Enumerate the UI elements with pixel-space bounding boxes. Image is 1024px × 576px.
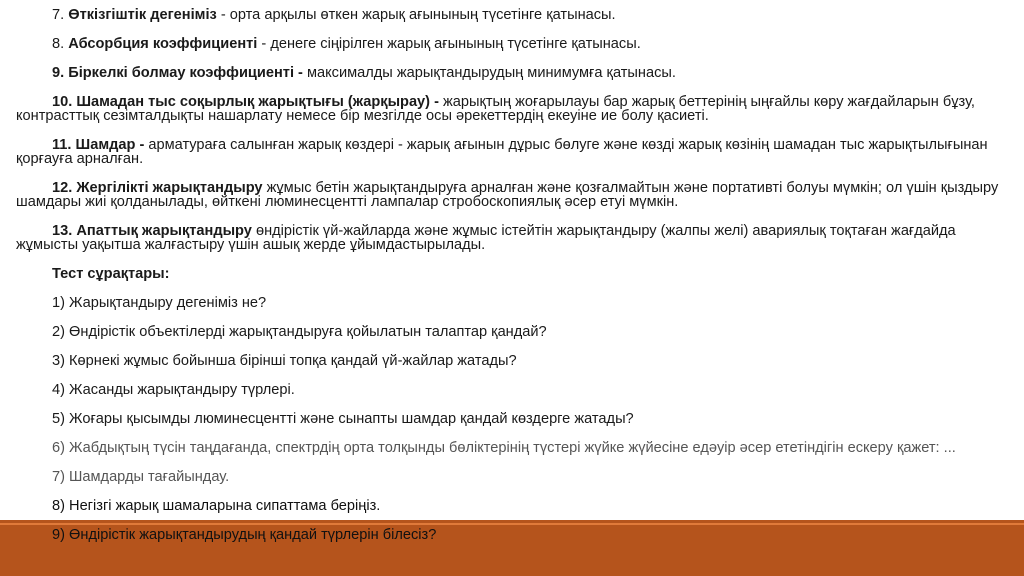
definition-term: Абсорбция коэффициенті (68, 36, 258, 52)
question-8: 8) Негізгі жарық шамаларына сипаттама беріңіз. (52, 498, 381, 514)
definition-term: 12. Жергілікті жарықтандыру (52, 180, 263, 196)
question-4: 4) Жасанды жарықтандыру түрлері. (52, 382, 295, 398)
question-5: 5) Жоғары қысымды люминесцентті және сынапты шамдар қандай көздерге жатады? (52, 411, 634, 427)
definition-term: Өткізгіштік дегеніміз (68, 7, 217, 23)
definition-term: 13. Апаттық жарықтандыру (52, 223, 252, 239)
definition-text: максималды жарықтандырудың минимумға қатынасы. (302, 65, 676, 81)
question-2: 2) Өндірістік объектілерді жарықтандыруға қойылатын талаптар қандай? (52, 324, 547, 340)
definition-9 (16, 66, 1006, 80)
definition-number: 8. (52, 36, 69, 52)
definition-number: 7. (52, 7, 69, 23)
definition-text: арматураға салынған жарық көздері - жарық ағынын дұрыс бөлуге және көзді жарық көзінің шамадан тыс жарықтылығынан қорғауға арналған. (16, 137, 988, 167)
definition-11 (16, 138, 1006, 166)
slide-content (16, 8, 1006, 542)
question-9: 9) Өндірістік жарықтандырудың қандай түрлерін білесіз? (52, 527, 437, 543)
definition-text: жарықтың жоғарылауы бар жарық беттерінің ыңғайлы көру жағдайларын бұзу, контрасттық сезімталдықты нашарлату немесе бір мезгілде осы әрекеттердің екеуіне ие болу қасиеті. (16, 94, 975, 124)
definition-text: өндірістік үй-жайларда және жұмыс істейтін жарықтандыру (жалпы желі) авариялық тоқтаған жағдайда жұмысты уақытша жалғастыру үшін ашық жерде ұйымдастырылады. (16, 223, 956, 253)
test-heading: Тест сұрақтары: (52, 266, 170, 282)
definition-term: 10. Шамадан тыс соқырлық жарықтығы (жарқырау) - (52, 94, 439, 110)
definition-term: 11. Шамдар - (52, 137, 145, 153)
question-1: 1) Жарықтандыру дегеніміз не? (52, 295, 267, 311)
question-6: 6) Жабдықтың түсін таңдағанда, спектрдің орта толқынды бөліктерінің түстері жүйке жүйесіне едәуір әсер ететіндігін ескеру қажет: ... (52, 440, 956, 456)
definition-13 (16, 224, 1006, 252)
definition-8 (16, 37, 1006, 51)
definition-10 (16, 95, 1006, 123)
definition-12 (16, 181, 1006, 209)
definition-term: 9. Біркелкі болмау коэффициенті - (52, 65, 303, 81)
definition-text: - денеге сіңірілген жарық ағынының түсетінге қатынасы. (257, 36, 641, 52)
definition-7 (16, 8, 1006, 22)
question-3: 3) Көрнекі жұмыс бойынша бірінші топқа қандай үй-жайлар жатады? (52, 353, 517, 369)
definition-text: жұмыс бетін жарықтандыруға арналған және қозғалмайтын және портативті болуы мүмкін; ол үшін қыздыру шамдары жиі қолданылады, өйткені люминесцентті лампалар стробоскопиялық әсер етуі мүмкін. (16, 180, 999, 210)
question-7: 7) Шамдарды тағайындау. (52, 469, 230, 485)
definition-text: - орта арқылы өткен жарық ағынының түсетінге қатынасы. (216, 7, 616, 23)
